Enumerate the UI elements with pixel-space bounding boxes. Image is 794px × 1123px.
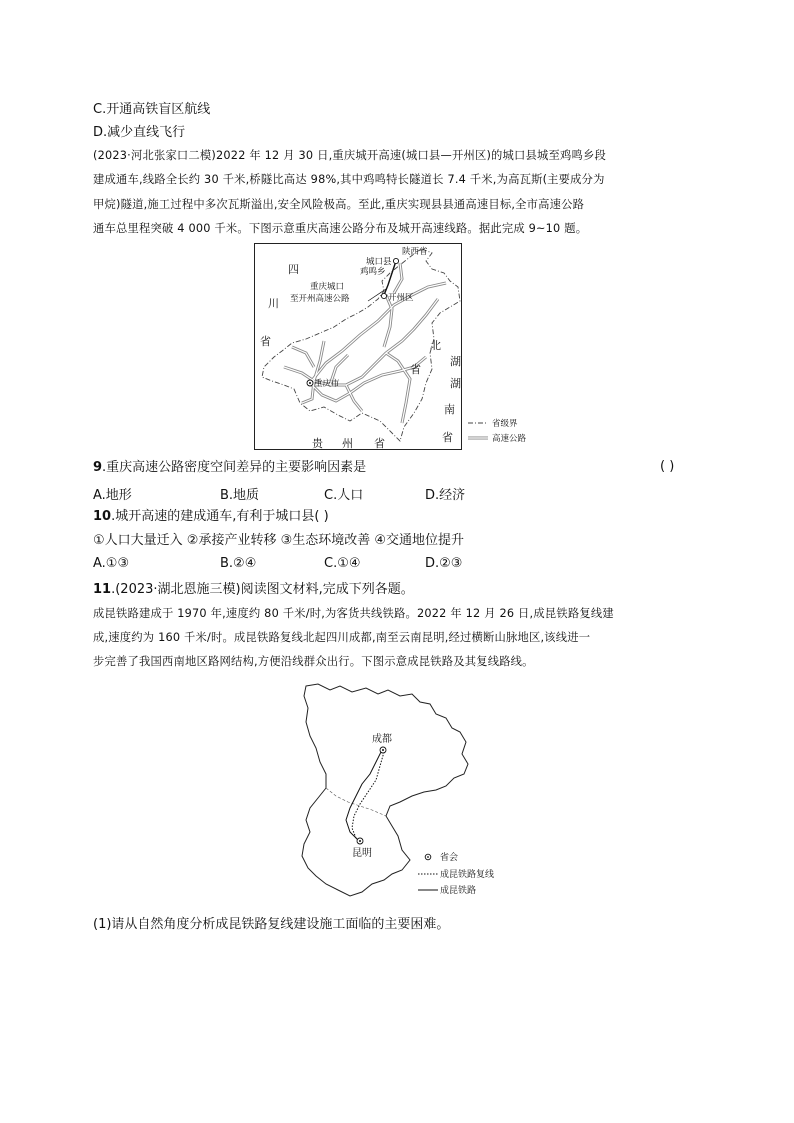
label-route-2: 至开州高速公路 xyxy=(290,294,350,304)
passage-2-line: 成,速度约为 160 千米/时。成昆铁路复线北起四川成都,南至云南昆明,经过横断山脉地区,该线进一 xyxy=(93,631,591,644)
question-stem: .重庆高速公路密度空间差异的主要影响因素是 xyxy=(102,460,367,475)
legend-double-line: 成昆铁路复线 xyxy=(440,870,495,880)
label-si: 四 xyxy=(288,263,299,276)
label-route-1: 重庆城口 xyxy=(310,282,345,292)
option-a: A.地形 xyxy=(93,488,132,503)
label-gui: 贵 xyxy=(312,437,323,450)
map1-legend xyxy=(468,418,527,444)
label-sheng2: 省 xyxy=(410,363,421,376)
chengkou-point xyxy=(393,258,398,263)
passage-1-line: (2023·河北张家口二模)2022 年 12 月 30 日,重庆城开高速(城口县—开州区)的城口县城至鸡鸣乡段 xyxy=(93,149,607,162)
label-bei: 北 xyxy=(430,339,441,352)
legend-border: 省级界 xyxy=(492,419,518,429)
option-d: D.②③ xyxy=(425,556,463,571)
passage-1-line: 建成通车,线路全长约 30 千米,桥隧比高达 98%,其中鸡鸣特长隧道长 7.4 千米,为高瓦斯(主要成分为 xyxy=(93,173,605,186)
label-nan: 南 xyxy=(444,403,455,416)
option-c: C.①④ xyxy=(324,556,361,571)
label-zhou: 州 xyxy=(342,437,353,450)
label-jiming: 鸡鸣乡 xyxy=(360,267,386,277)
option-b: B.②④ xyxy=(220,556,257,571)
label-hu: 湖 xyxy=(450,355,461,368)
answer-bracket: ( ) xyxy=(660,459,675,474)
chongqing-highway-map xyxy=(254,243,544,450)
option-d-prev: D.减少直线飞行 xyxy=(93,125,186,140)
legend-capital: 省会 xyxy=(440,853,459,863)
option-c: C.人口 xyxy=(324,488,364,503)
label-shaanxi: 陕西省 xyxy=(402,247,428,257)
label-chongqing: 重庆市 xyxy=(314,379,340,389)
option-a: A.①③ xyxy=(93,556,130,571)
passage-1-line: 通车总里程突破 4 000 千米。下图示意重庆高速公路分布及城开高速线路。据此完成 9~10 题。 xyxy=(93,222,588,235)
map2-legend xyxy=(416,850,526,900)
option-c-prev: C.开通高铁盲区航线 xyxy=(93,102,211,117)
question-11 xyxy=(93,581,414,598)
question-number: 9 xyxy=(93,460,103,475)
label-sheng4: 省 xyxy=(374,437,385,450)
option-d: D.经济 xyxy=(425,488,466,503)
label-hu2: 湖 xyxy=(450,377,461,390)
question-10 xyxy=(93,508,329,525)
option-b: B.地质 xyxy=(220,488,260,503)
label-kunming: 昆明 xyxy=(352,848,372,859)
kaizhou-point xyxy=(381,293,386,298)
question-number: 11 xyxy=(93,582,112,597)
passage-2-line: 成昆铁路建成于 1970 年,速度约 80 千米/时,为客货共线铁路。2022 年 12 月 26 日,成昆铁路复线建 xyxy=(93,607,614,620)
label-chengdu: 成都 xyxy=(372,734,392,745)
label-sheng3: 省 xyxy=(442,431,453,444)
legend-railway: 成昆铁路 xyxy=(440,886,477,896)
question-stem: .(2023·湖北恩施三模)阅读图文材料,完成下列各题。 xyxy=(111,582,414,597)
question-10-items: ①人口大量迁入 ②承接产业转移 ③生态环境改善 ④交通地位提升 xyxy=(93,533,465,548)
question-number: 10 xyxy=(93,509,112,524)
question-9 xyxy=(93,459,366,476)
label-chengkou: 城口县 xyxy=(366,257,392,267)
label-sheng: 省 xyxy=(260,335,271,348)
label-kaizhou: 开州区 xyxy=(388,293,414,303)
sub-question-1: (1)请从自然角度分析成昆铁路复线建设施工面临的主要困难。 xyxy=(93,917,450,932)
passage-1-line: 甲烷)隧道,施工过程中多次瓦斯溢出,安全风险极高。至此,重庆实现县县通高速目标,全市高速公路 xyxy=(93,198,585,211)
passage-2-line: 步完善了我国西南地区路网结构,方便沿线群众出行。下图示意成昆铁路及其复线路线。 xyxy=(93,655,534,668)
label-chuan: 川 xyxy=(268,297,279,310)
question-stem: .城开高速的建成通车,有利于城口县( ) xyxy=(111,509,329,524)
legend-highway: 高速公路 xyxy=(492,434,527,444)
